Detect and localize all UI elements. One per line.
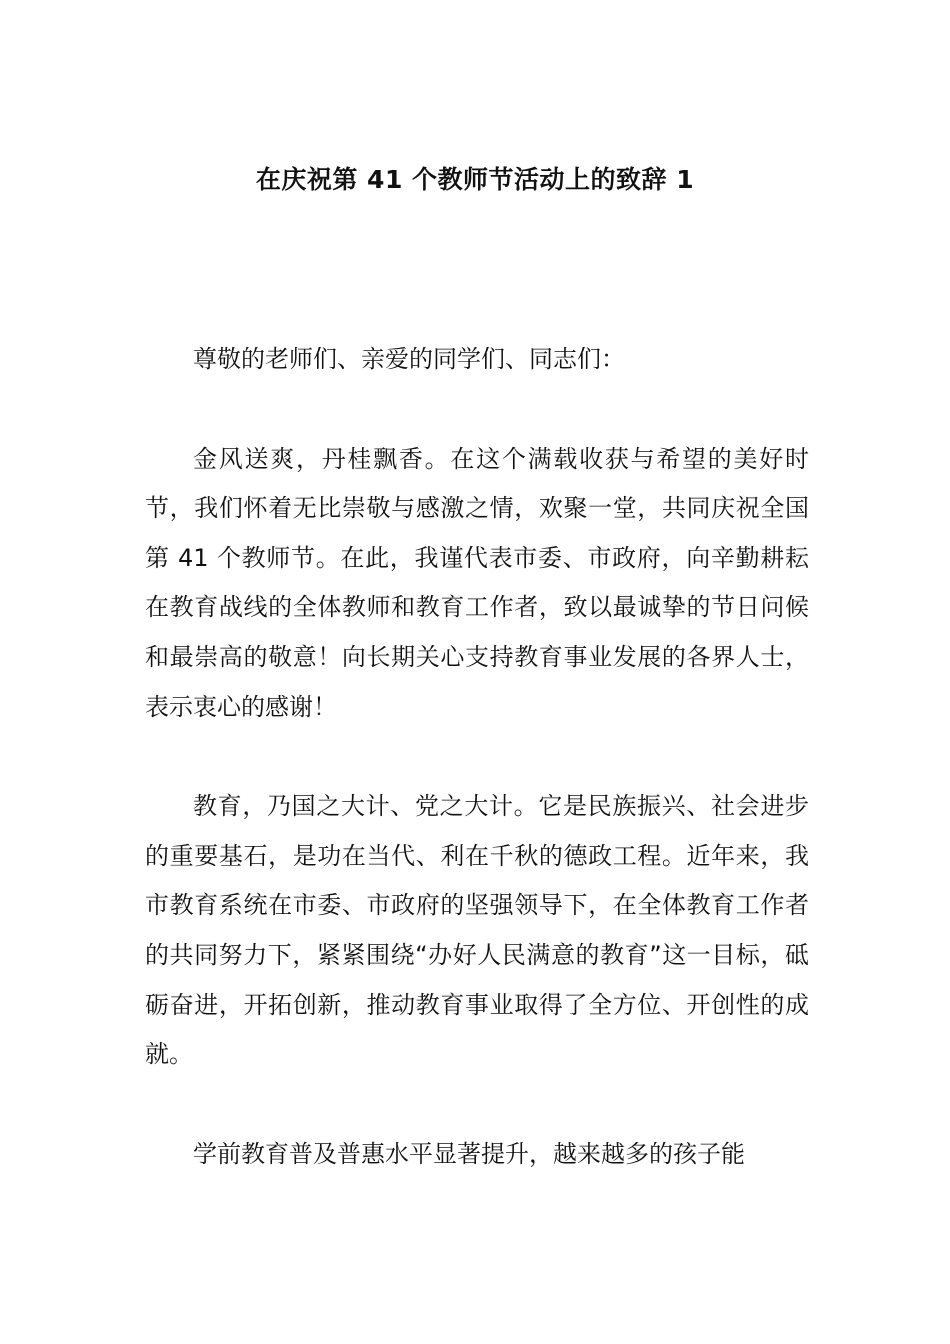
- document-body: [145, 335, 809, 1229]
- salutation: 尊敬的老师们、亲爱的同学们、同志们：: [193, 345, 625, 373]
- paragraph: 金风送爽，丹桂飘香。在这个满载收获与希望的美好时节，我们怀着无比崇敬与感激之情，欢聚一堂，共同庆祝全国第 41 个教师节。在此，我谨代表市委、市政府，向辛勤耕耘在教育战线的全体教师和教育工作者，致以最诚挚的节日问候和最崇高的敬意！向长期关心支持教育事业发展的各界人士，表示衷心的感谢！: [145, 444, 809, 721]
- paragraph: 学前教育普及普惠水平显著提升，越来越多的孩子能: [193, 1139, 745, 1168]
- document-title: 在庆祝第 41 个教师节活动上的致辞 1: [255, 165, 695, 194]
- paragraph: 教育，乃国之大计、党之大计。它是民族振兴、社会进步的重要基石，是功在当代、利在千秋的德政工程。近年来，我市教育系统在市委、市政府的坚强领导下，在全体教育工作者的共同努力下，紧紧围绕“办好人民满意的教育”这一目标，砥砺奋进，开拓创新，推动教育事业取得了全方位、开创性的成就。: [145, 792, 809, 1069]
